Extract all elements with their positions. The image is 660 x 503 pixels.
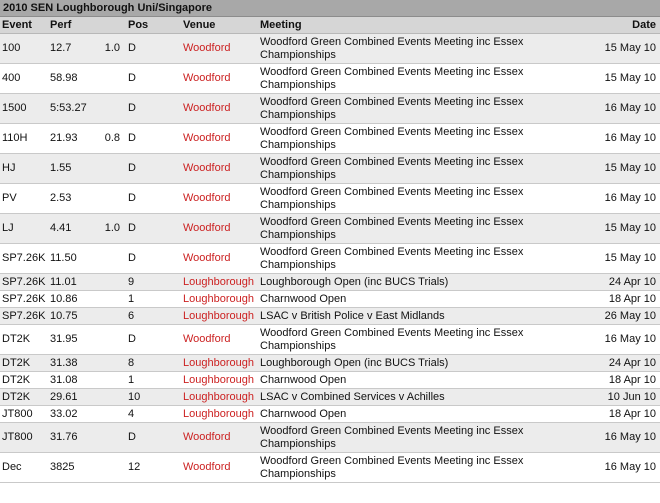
table-row bbox=[0, 244, 660, 274]
date-cell: 15 May 10 bbox=[558, 34, 660, 64]
panel-title: 2010 SEN Loughborough Uni/Singapore bbox=[0, 0, 660, 17]
perf-cell: 29.61 bbox=[48, 389, 98, 406]
event-cell: 400 bbox=[0, 64, 48, 94]
position-cell: 4 bbox=[126, 406, 181, 423]
venue-link[interactable]: Woodford bbox=[181, 184, 258, 214]
perf-cell: 11.50 bbox=[48, 244, 98, 274]
date-cell: 16 May 10 bbox=[558, 423, 660, 453]
wind-cell bbox=[98, 154, 126, 184]
table-row bbox=[0, 389, 660, 406]
perf-cell: 31.38 bbox=[48, 355, 98, 372]
table-row bbox=[0, 64, 660, 94]
table-row bbox=[0, 274, 660, 291]
event-cell: DT2K bbox=[0, 325, 48, 355]
position-cell: 1 bbox=[126, 372, 181, 389]
venue-link[interactable]: Woodford bbox=[181, 34, 258, 64]
wind-cell: 1.0 bbox=[98, 214, 126, 244]
event-cell: SP7.26K bbox=[0, 244, 48, 274]
venue-link[interactable]: Loughborough bbox=[181, 406, 258, 423]
position-cell: D bbox=[126, 214, 181, 244]
meeting-cell: Woodford Green Combined Events Meeting inc Essex Championships bbox=[258, 124, 558, 154]
date-cell: 15 May 10 bbox=[558, 214, 660, 244]
venue-link[interactable]: Loughborough bbox=[181, 291, 258, 308]
position-cell: 9 bbox=[126, 274, 181, 291]
col-header-venue: Venue bbox=[181, 17, 258, 34]
wind-cell: 0.8 bbox=[98, 124, 126, 154]
meeting-cell: Woodford Green Combined Events Meeting inc Essex Championships bbox=[258, 94, 558, 124]
meeting-cell: LSAC v Combined Services v Achilles bbox=[258, 389, 558, 406]
venue-link[interactable]: Woodford bbox=[181, 214, 258, 244]
meeting-cell: Woodford Green Combined Events Meeting inc Essex Championships bbox=[258, 214, 558, 244]
event-cell: PV bbox=[0, 184, 48, 214]
col-header-event: Event bbox=[0, 17, 48, 34]
meeting-cell: Woodford Green Combined Events Meeting inc Essex Championships bbox=[258, 34, 558, 64]
table-row bbox=[0, 372, 660, 389]
venue-link[interactable]: Woodford bbox=[181, 154, 258, 184]
table-row bbox=[0, 34, 660, 64]
perf-cell: 12.7 bbox=[48, 34, 98, 64]
wind-cell bbox=[98, 94, 126, 124]
table-row bbox=[0, 184, 660, 214]
position-cell: D bbox=[126, 64, 181, 94]
venue-link[interactable]: Woodford bbox=[181, 325, 258, 355]
date-cell: 16 May 10 bbox=[558, 325, 660, 355]
event-cell: DT2K bbox=[0, 389, 48, 406]
event-cell: DT2K bbox=[0, 372, 48, 389]
date-cell: 16 May 10 bbox=[558, 184, 660, 214]
meeting-cell: Loughborough Open (inc BUCS Trials) bbox=[258, 355, 558, 372]
perf-cell: 31.76 bbox=[48, 423, 98, 453]
date-cell: 16 May 10 bbox=[558, 453, 660, 483]
col-header-meeting: Meeting bbox=[258, 17, 558, 34]
wind-cell bbox=[98, 244, 126, 274]
date-cell: 16 May 10 bbox=[558, 124, 660, 154]
event-cell: JT800 bbox=[0, 406, 48, 423]
date-cell: 26 May 10 bbox=[558, 308, 660, 325]
date-cell: 18 Apr 10 bbox=[558, 372, 660, 389]
col-header-date: Date bbox=[558, 17, 660, 34]
table-row bbox=[0, 291, 660, 308]
venue-link[interactable]: Woodford bbox=[181, 244, 258, 274]
meeting-cell: Woodford Green Combined Events Meeting inc Essex Championships bbox=[258, 453, 558, 483]
venue-link[interactable]: Loughborough bbox=[181, 389, 258, 406]
venue-link[interactable]: Loughborough bbox=[181, 274, 258, 291]
position-cell: D bbox=[126, 94, 181, 124]
perf-cell: 21.93 bbox=[48, 124, 98, 154]
wind-cell bbox=[98, 325, 126, 355]
position-cell: D bbox=[126, 124, 181, 154]
wind-cell bbox=[98, 389, 126, 406]
event-cell: Dec bbox=[0, 453, 48, 483]
perf-cell: 11.01 bbox=[48, 274, 98, 291]
table-row bbox=[0, 154, 660, 184]
date-cell: 18 Apr 10 bbox=[558, 291, 660, 308]
perf-cell: 33.02 bbox=[48, 406, 98, 423]
perf-cell: 3825 bbox=[48, 453, 98, 483]
venue-link[interactable]: Woodford bbox=[181, 64, 258, 94]
wind-cell bbox=[98, 355, 126, 372]
col-header-perf: Perf bbox=[48, 17, 98, 34]
meeting-cell: Woodford Green Combined Events Meeting inc Essex Championships bbox=[258, 154, 558, 184]
wind-cell bbox=[98, 184, 126, 214]
event-cell: SP7.26K bbox=[0, 291, 48, 308]
venue-link[interactable]: Woodford bbox=[181, 453, 258, 483]
date-cell: 15 May 10 bbox=[558, 64, 660, 94]
perf-cell: 4.41 bbox=[48, 214, 98, 244]
table-row bbox=[0, 214, 660, 244]
wind-cell bbox=[98, 308, 126, 325]
meeting-cell: LSAC v British Police v East Midlands bbox=[258, 308, 558, 325]
date-cell: 24 Apr 10 bbox=[558, 274, 660, 291]
venue-link[interactable]: Woodford bbox=[181, 94, 258, 124]
date-cell: 18 Apr 10 bbox=[558, 406, 660, 423]
position-cell: 12 bbox=[126, 453, 181, 483]
table-row bbox=[0, 406, 660, 423]
meeting-cell: Woodford Green Combined Events Meeting inc Essex Championships bbox=[258, 64, 558, 94]
table-row bbox=[0, 124, 660, 154]
event-cell: SP7.26K bbox=[0, 274, 48, 291]
position-cell: 1 bbox=[126, 291, 181, 308]
meeting-cell: Loughborough Open (inc BUCS Trials) bbox=[258, 274, 558, 291]
table-row bbox=[0, 308, 660, 325]
header-row bbox=[0, 17, 660, 34]
table-row bbox=[0, 453, 660, 483]
position-cell: D bbox=[126, 184, 181, 214]
event-cell: 100 bbox=[0, 34, 48, 64]
venue-link[interactable]: Woodford bbox=[181, 124, 258, 154]
results-table bbox=[0, 17, 660, 483]
table-row bbox=[0, 325, 660, 355]
date-cell: 24 Apr 10 bbox=[558, 355, 660, 372]
position-cell: 10 bbox=[126, 389, 181, 406]
meeting-cell: Charnwood Open bbox=[258, 406, 558, 423]
position-cell: D bbox=[126, 154, 181, 184]
table-row bbox=[0, 94, 660, 124]
table-row bbox=[0, 423, 660, 453]
venue-link[interactable]: Loughborough bbox=[181, 308, 258, 325]
position-cell: D bbox=[126, 325, 181, 355]
perf-cell: 5:53.27 bbox=[48, 94, 98, 124]
table-row bbox=[0, 355, 660, 372]
position-cell: 8 bbox=[126, 355, 181, 372]
wind-cell bbox=[98, 372, 126, 389]
venue-link[interactable]: Loughborough bbox=[181, 355, 258, 372]
meeting-cell: Woodford Green Combined Events Meeting inc Essex Championships bbox=[258, 184, 558, 214]
wind-cell bbox=[98, 453, 126, 483]
date-cell: 15 May 10 bbox=[558, 244, 660, 274]
meeting-cell: Charnwood Open bbox=[258, 372, 558, 389]
perf-cell: 10.86 bbox=[48, 291, 98, 308]
venue-link[interactable]: Loughborough bbox=[181, 372, 258, 389]
venue-link[interactable]: Woodford bbox=[181, 423, 258, 453]
wind-cell bbox=[98, 291, 126, 308]
date-cell: 16 May 10 bbox=[558, 94, 660, 124]
perf-cell: 2.53 bbox=[48, 184, 98, 214]
wind-cell bbox=[98, 423, 126, 453]
wind-cell bbox=[98, 406, 126, 423]
event-cell: HJ bbox=[0, 154, 48, 184]
wind-cell: 1.0 bbox=[98, 34, 126, 64]
perf-cell: 31.08 bbox=[48, 372, 98, 389]
meeting-cell: Woodford Green Combined Events Meeting inc Essex Championships bbox=[258, 244, 558, 274]
event-cell: 1500 bbox=[0, 94, 48, 124]
wind-cell bbox=[98, 64, 126, 94]
position-cell: D bbox=[126, 34, 181, 64]
position-cell: D bbox=[126, 423, 181, 453]
meeting-cell: Woodford Green Combined Events Meeting inc Essex Championships bbox=[258, 423, 558, 453]
perf-cell: 31.95 bbox=[48, 325, 98, 355]
event-cell: DT2K bbox=[0, 355, 48, 372]
col-header-wind bbox=[98, 17, 126, 34]
perf-cell: 10.75 bbox=[48, 308, 98, 325]
date-cell: 10 Jun 10 bbox=[558, 389, 660, 406]
event-cell: SP7.26K bbox=[0, 308, 48, 325]
perf-cell: 58.98 bbox=[48, 64, 98, 94]
col-header-pos: Pos bbox=[126, 17, 181, 34]
event-cell: JT800 bbox=[0, 423, 48, 453]
meeting-cell: Charnwood Open bbox=[258, 291, 558, 308]
meeting-cell: Woodford Green Combined Events Meeting inc Essex Championships bbox=[258, 325, 558, 355]
wind-cell bbox=[98, 274, 126, 291]
perf-cell: 1.55 bbox=[48, 154, 98, 184]
position-cell: D bbox=[126, 244, 181, 274]
event-cell: 110H bbox=[0, 124, 48, 154]
position-cell: 6 bbox=[126, 308, 181, 325]
event-cell: LJ bbox=[0, 214, 48, 244]
date-cell: 15 May 10 bbox=[558, 154, 660, 184]
